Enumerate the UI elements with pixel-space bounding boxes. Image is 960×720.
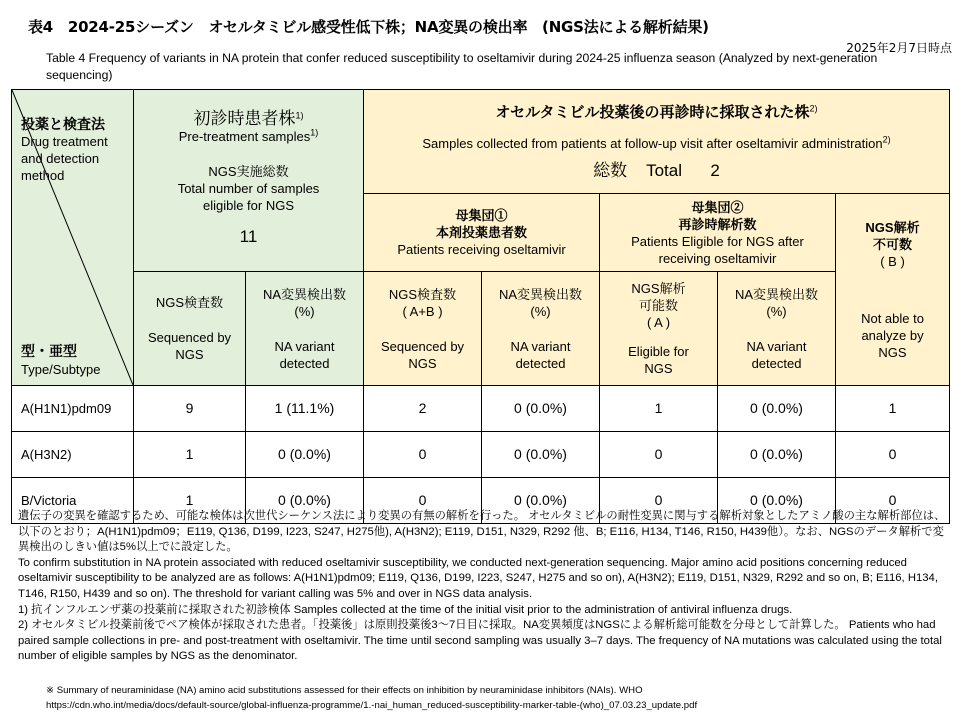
cell-post-seq: 0 [364,432,482,478]
post-total-value: 2 [710,161,720,180]
post-a1-jp: NGS検査数 [388,286,457,302]
group-b-jp2: 再診時解析数 [678,216,757,232]
row-type: B/Victoria [12,478,134,524]
group-a-jp2: 本剤投薬患者数 [435,225,527,240]
corner-top-jp: 投薬と検査法 [21,116,105,132]
cell-pre-var: 0 (0.0%) [246,432,364,478]
post-title-en: Samples collected from patients at follow-up visit after oseltamivir administration [422,136,883,151]
group-b-en: Patients Eligible for NGS after receiving oseltamivir [631,233,804,266]
post-title-sup: 2) [809,103,818,114]
corner-header-cell [12,90,134,386]
page-title: 表4 2024-25シーズン オセルタミビル感受性低下株；NA変異の検出率 (NGS法による解析結果) [28,18,709,36]
post-a1-en: Sequenced by NGS [380,338,465,371]
cell-not-able: 0 [836,478,950,524]
corner-top-en: Drug treatment and detection method [21,134,108,183]
cell-elig: 1 [600,386,718,432]
cell-pre-seq: 1 [134,432,246,478]
post-title-jp: オセルタミビル投薬後の再診時に採取された株 [495,104,810,121]
cell-post-var: 0 (0.0%) [482,432,600,478]
group-c-header [836,194,950,386]
post-b1-header [600,272,718,386]
post-b2-header [718,272,836,386]
group-c-jp1: NGS解析 [865,219,920,235]
corner-bottom-en: Type/Subtype [21,362,101,377]
pre-total-value: 11 [239,227,258,246]
pre-treatment-header [134,90,364,272]
corner-bottom-jp: 型・亜型 [21,343,77,359]
cell-pre-seq: 1 [134,478,246,524]
who-reference [46,684,946,713]
post-a2-en: NA variant detected [510,338,571,371]
post-total-jp: 総数 [593,161,628,180]
post-a2-unit: (%) [530,303,551,319]
post-b2-jp: NA変異検出数 [734,286,819,302]
cell-pre-var: 0 (0.0%) [246,478,364,524]
row-type: A(H1N1)pdm09 [12,386,134,432]
pre-col2-unit: (%) [294,303,315,319]
pre-title-en-sup: 1) [310,127,319,138]
pre-col2-header [246,272,364,386]
group-b-jp1: 母集団② [691,199,744,215]
note-2: 2) オセルタミビル投薬前後でペア検体が採取された患者。「投薬後」は原則投薬後3～7日目に採取。NA変異頻度はNGSによる解析総可能数を分母として計算した。 Patients who had paired sample collections in pre- and post-treatment with oseltamivir. The time until second sampling was usually 3–7 days. The frequency of NA mutations was calculated using the total number of eligible samples by NGS as the denominator. [18,619,942,663]
corner-top-label [21,116,121,184]
row-type: A(H3N2) [12,432,134,478]
cell-elig-var: 0 (0.0%) [718,386,836,432]
post-b2-unit: (%) [766,303,787,319]
post-b1-jp1: NGS解析 [631,281,686,296]
cell-not-able: 0 [836,432,950,478]
pre-title-jp: 初診時患者株 [193,109,296,128]
corner-bottom-label [21,342,101,379]
pre-col1-jp: NGS検査数 [155,295,224,310]
note-1: 1) 抗インフルエンザ薬の投薬前に採取された初診検体 Samples collected at the time of the initial visit prior to the administration of antiviral influenza drugs. [18,603,793,616]
cell-not-able: 1 [836,386,950,432]
post-b1-code: ( A ) [646,315,671,330]
note-en-method: To confirm substitution in NA protein associated with reduced oseltamivir susceptibility, we conducted next-generation sequencing. Major amino acid positions concerning reduced oseltamivir susceptibility to be analyzed are as follows: A(H1N1)pdm09; E119, Q136, D199, I223, S247, H275 and so on), A(H3N2); E119, D151, N329, R292 and so on, B; E116, H134, T146, R150, H439 and so on). The threshold for variant calling was 5% and over in NGS data analysis. [18,556,938,600]
group-b-header [600,194,836,272]
group-a-jp1: 母集団① [455,208,508,223]
post-a2-jp: NA変異検出数 [498,286,583,302]
pre-total-en: Total number of samples eligible for NGS [177,181,320,213]
post-a1-header [364,272,482,386]
pre-col2-en: NA variant detected [274,338,335,371]
post-b1-en: Eligible for NGS [628,344,689,376]
pre-total-jp: NGS実施総数 [208,164,289,179]
cell-post-seq: 0 [364,478,482,524]
pre-col1-en: Sequenced by NGS [147,330,232,362]
pre-col2-jp: NA変異検出数 [262,286,347,302]
group-c-code: ( B ) [880,253,905,269]
pre-title-en: Pre-treatment samples [178,129,311,144]
cell-elig-var: 0 (0.0%) [718,478,836,524]
post-title-en-sup: 2) [882,134,891,145]
post-b2-en: NA variant detected [746,338,807,371]
table-subtitle: Table 4 Frequency of variants in NA protein that confer reduced susceptibility to oseltamivir during 2024-25 influenza season (Analyzed by next-generation sequencing) [46,51,878,82]
group-c-en: Not able to analyze by NGS [861,310,924,360]
who-note-text: ※ Summary of neuraminidase (NA) amino acid substitutions assessed for their effects on inhibition by neuraminidase inhibitors (NAIs). WHO [46,685,643,696]
note-jp-method: 遺伝子の変異を確認するため、可能な検体は次世代シーケンス法により変異の有無の解析を行った。 オセルタミビルの耐性変異に関与する解析対象としたアミノ酸の主な解析部位は、以下のとおり；A(H1N1)pdm09；E119, Q136, D199, I223, S247, H275他), A(H3N2); E119, D151, N329, R292 他、B; E116, H134, T146, R150, H439他）。なお、NGSのデータ解析で変異検出のしきい値は5%以上でに設定した。 [18,510,946,554]
date-note: 2025年2月7日時点 [846,41,952,55]
post-a2-header [482,272,600,386]
pre-title-sup: 1) [295,110,304,121]
results-table [11,89,950,524]
group-a-header [364,194,600,272]
post-treatment-header [364,90,950,194]
group-a-en: Patients receiving oseltamivir [397,242,566,257]
post-b1-jp2: 可能数 [638,298,678,313]
who-note-link[interactable]: https://cdn.who.int/media/docs/default-source/global-influenza-programme/1.-nai_human_reduced-susceptibility-marker-table-(who)_07.03.23_update.pdf [46,699,698,711]
post-a1-code: ( A+B ) [402,303,443,319]
group-c-jp2: 不可数 [873,236,913,252]
cell-elig-var: 0 (0.0%) [718,432,836,478]
cell-post-var: 0 (0.0%) [482,478,600,524]
cell-post-seq: 2 [364,386,482,432]
footnotes [18,509,948,665]
table-row [12,386,950,432]
table-row [12,432,950,478]
post-total-en: Total [646,161,683,180]
cell-elig: 0 [600,432,718,478]
cell-elig: 0 [600,478,718,524]
cell-pre-var: 1 (11.1%) [246,386,364,432]
pre-col1-header [134,272,246,386]
cell-pre-seq: 9 [134,386,246,432]
cell-post-var: 0 (0.0%) [482,386,600,432]
